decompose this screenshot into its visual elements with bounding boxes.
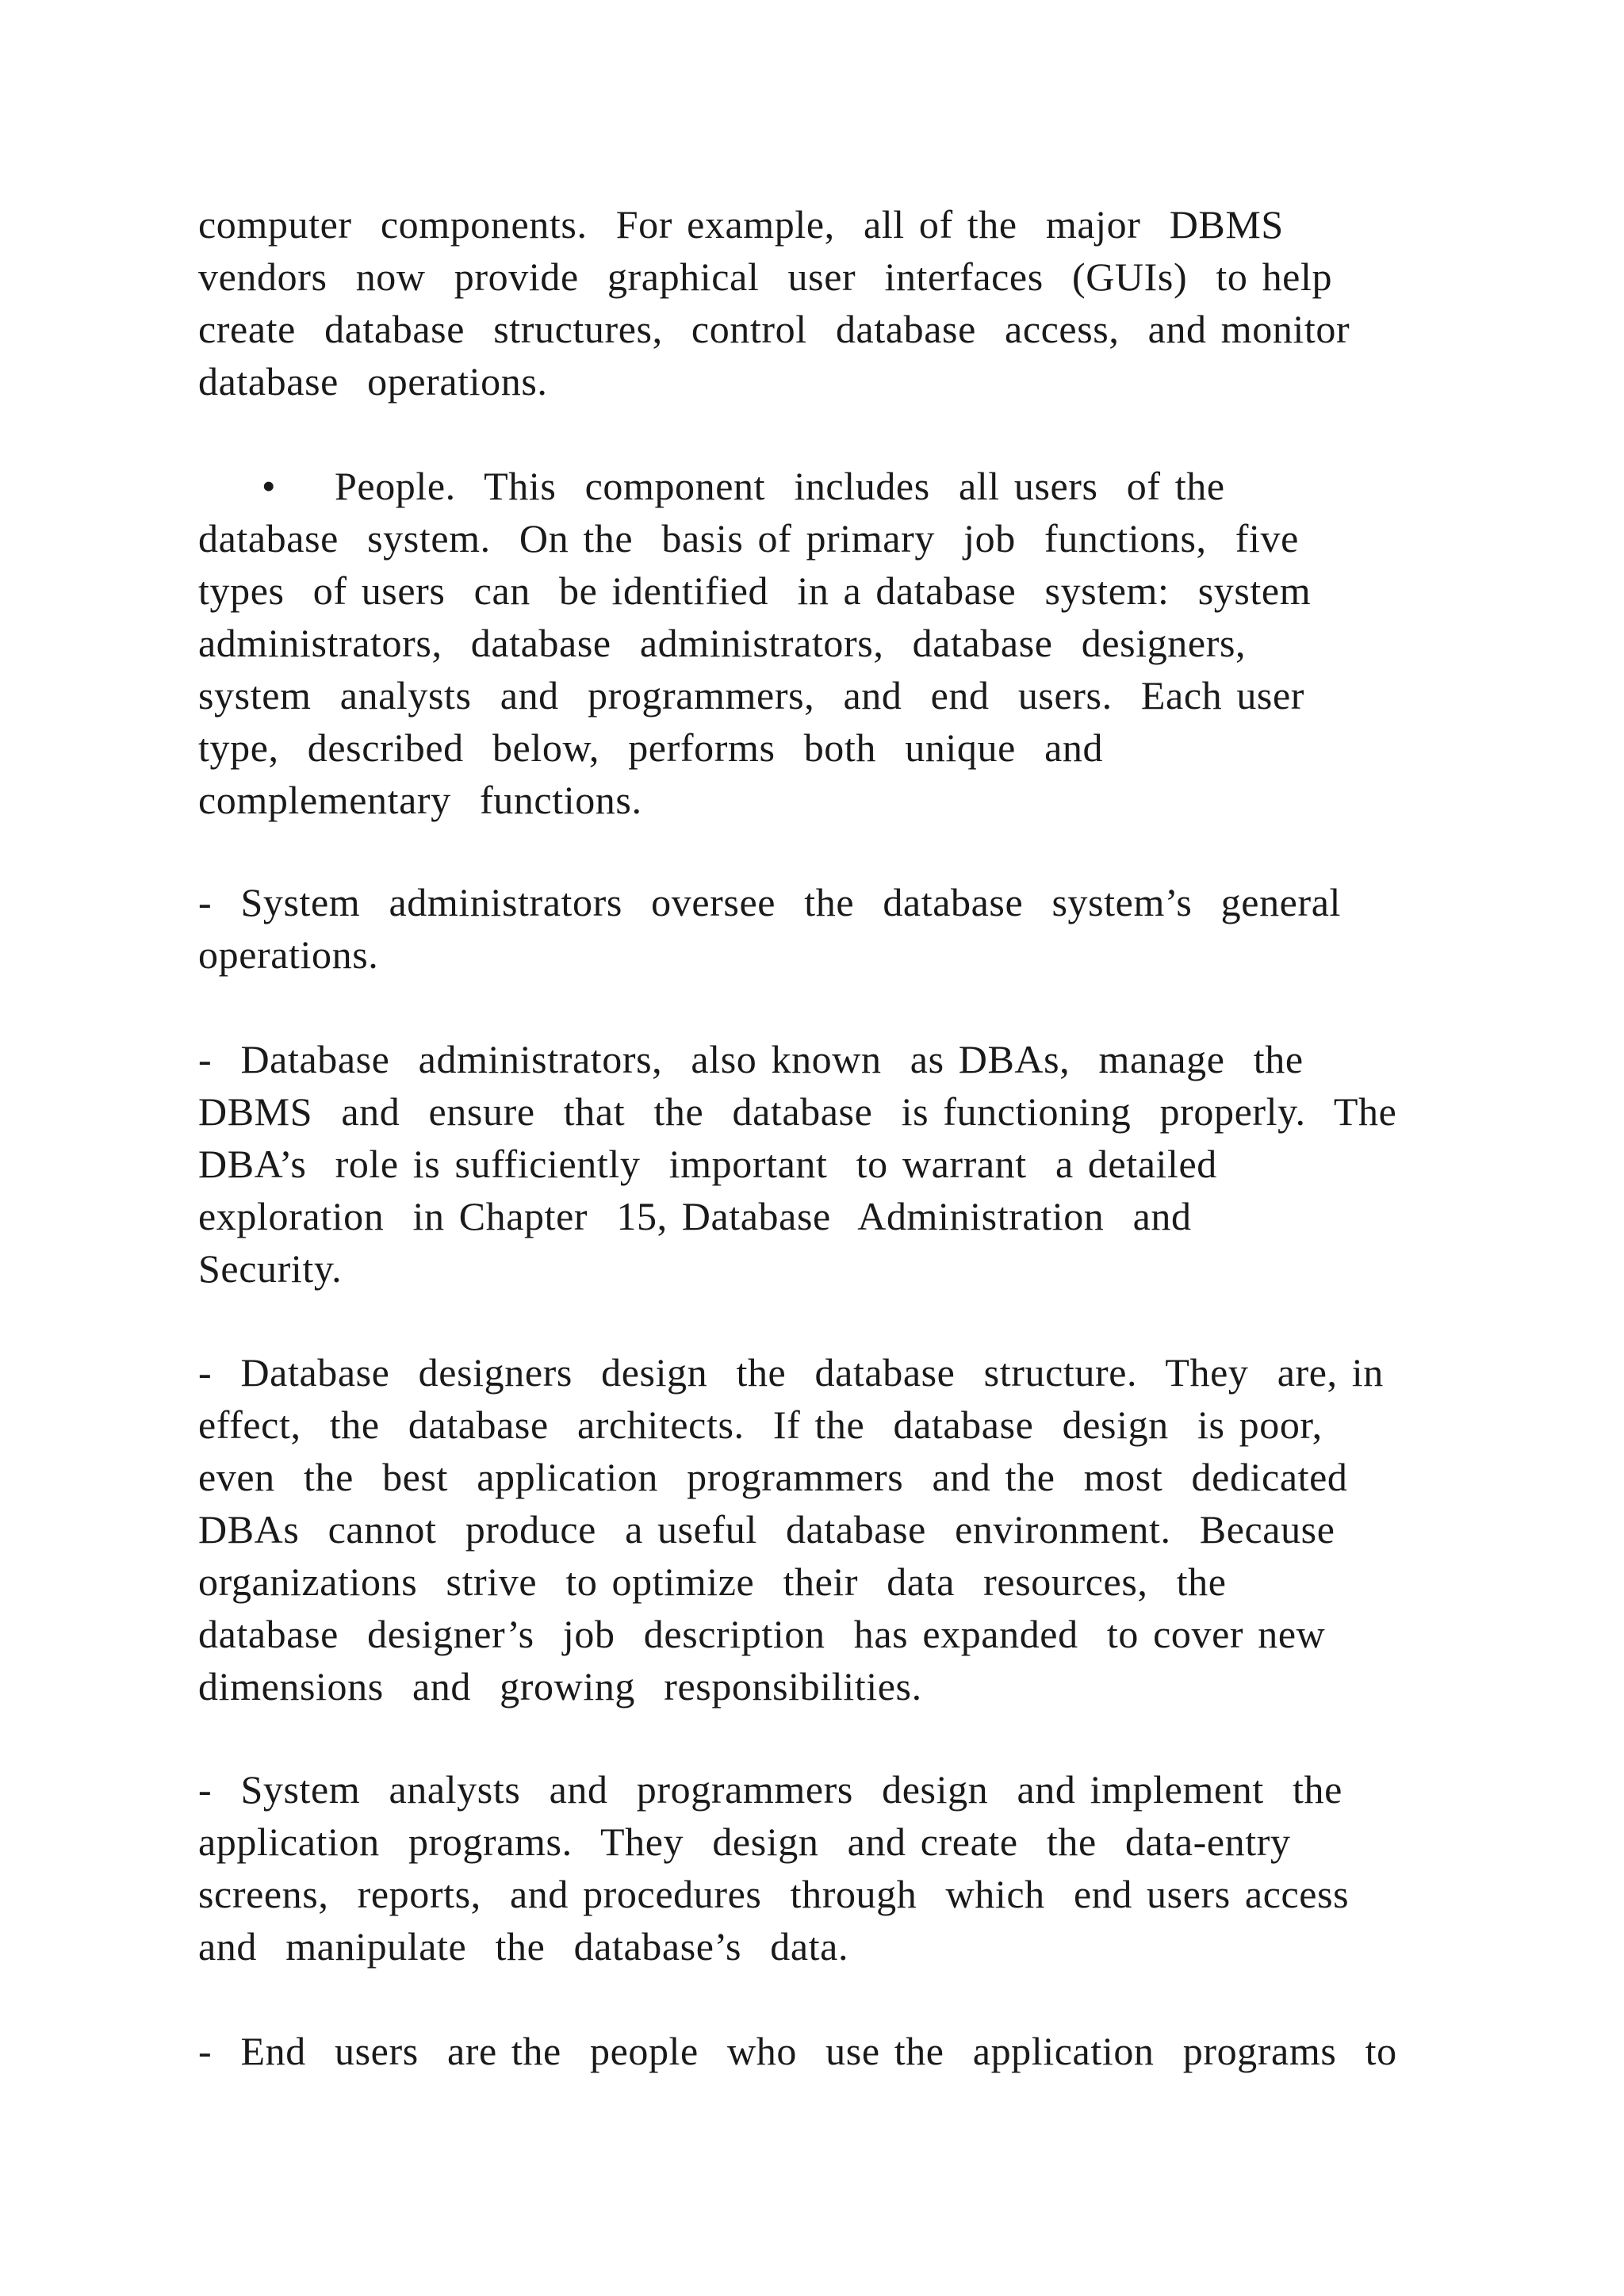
text-line: even the best application programmers and the most dedicated (198, 1455, 1348, 1499)
text-line: - System administrators oversee the database system’s general (198, 880, 1341, 924)
text-line: types of users can be identified in a database system: system (198, 568, 1312, 613)
text-line: database system. On the basis of primary job functions, five (198, 516, 1299, 561)
text-line: database operations. (198, 359, 548, 404)
paragraph-people (198, 460, 1515, 826)
text-line: database designer’s job description has expanded to cover new (198, 1612, 1326, 1656)
text-line: type, described below, performs both unique and (198, 725, 1104, 770)
text-line: - End users are the people who use the application programs to (198, 2029, 1397, 2073)
paragraph-dbms-tools (198, 198, 1515, 408)
text-line: administrators, database administrators, database designers, (198, 621, 1247, 665)
text-line: - System analysts and programmers design and implement the (198, 1767, 1342, 1812)
paragraph-system-administrators (198, 876, 1515, 981)
bullet-icon: • (262, 464, 277, 508)
text-line: create database structures, control database access, and monitor (198, 307, 1350, 351)
paragraph-database-administrators (198, 1033, 1515, 1295)
paragraph-end-users (198, 2025, 1515, 2077)
text-line: - Database administrators, also known as DBAs, manage the (198, 1037, 1304, 1081)
text-line: DBAs cannot produce a useful database environment. Because (198, 1507, 1335, 1552)
text-line: People. This component includes all users of the (335, 464, 1225, 508)
text-line: Security. (198, 1246, 343, 1291)
text-line: DBMS and ensure that the database is functioning properly. The (198, 1089, 1397, 1134)
text-line: complementary functions. (198, 778, 642, 822)
text-line: and manipulate the database’s data. (198, 1924, 849, 1969)
paragraph-system-analysts (198, 1763, 1515, 1973)
text-line: operations. (198, 932, 379, 977)
paragraph-database-designers (198, 1346, 1515, 1712)
bullet-item-people (198, 460, 1515, 512)
text-line: system analysts and programmers, and end users. Each user (198, 673, 1305, 718)
text-line: DBA’s role is sufficiently important to warrant a detailed (198, 1142, 1217, 1186)
text-line: - Database designers design the database structure. They are, in (198, 1350, 1384, 1395)
text-line: application programs. They design and create the data-entry (198, 1820, 1291, 1864)
text-line: organizations strive to optimize their data resources, the (198, 1559, 1227, 1604)
text-line: exploration in Chapter 15, Database Administration and (198, 1194, 1192, 1238)
text-line: computer components. For example, all of the major DBMS (198, 202, 1284, 247)
text-line: effect, the database architects. If the database design is poor, (198, 1402, 1323, 1447)
text-line: screens, reports, and procedures through which end users access (198, 1872, 1350, 1916)
text-line: dimensions and growing responsibilities. (198, 1664, 922, 1709)
text-line: vendors now provide graphical user interfaces (GUIs) to help (198, 254, 1333, 299)
